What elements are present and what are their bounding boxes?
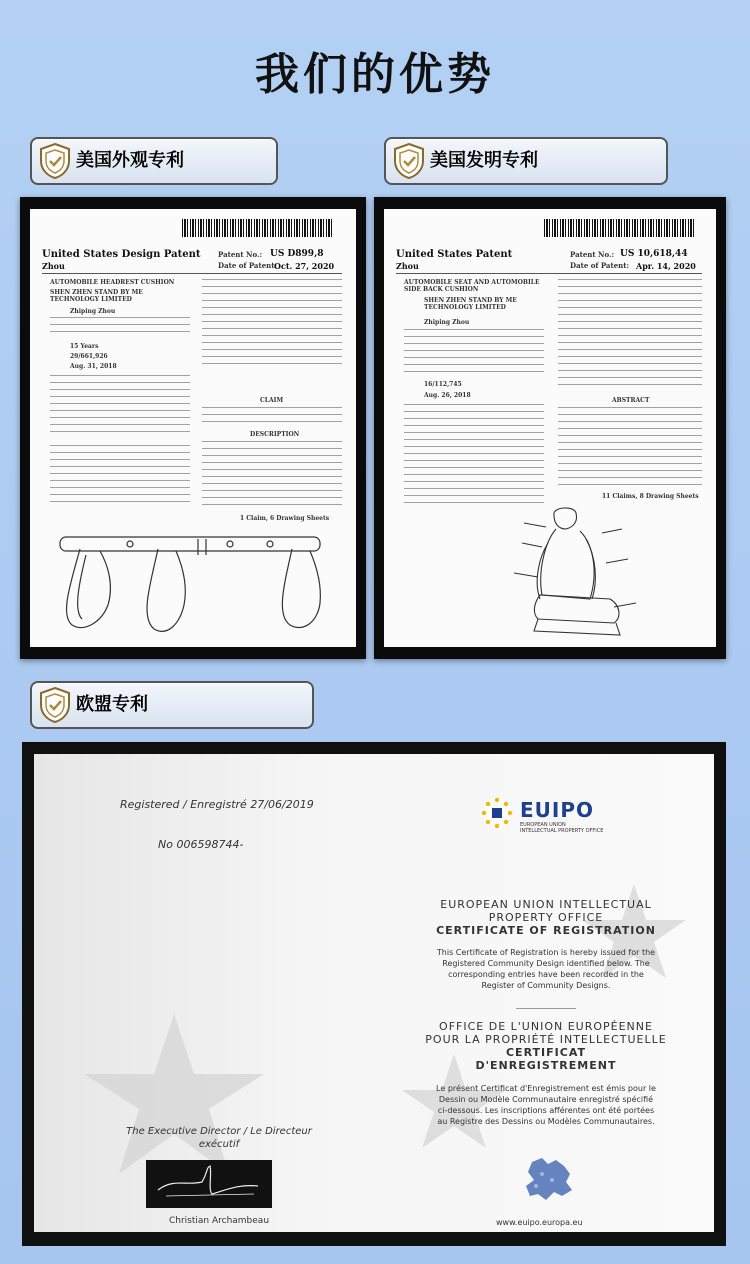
- tag-us-design-patent: [30, 137, 278, 185]
- euipo-logo-sub2: INTELLECTUAL PROPERTY OFFICE: [520, 828, 604, 834]
- car-seat-drawing: [494, 503, 654, 643]
- patent-no-label: Patent No.:: [218, 250, 263, 259]
- patent-number: US 10,618,44: [620, 249, 688, 259]
- filed-date: Aug. 26, 2018: [424, 392, 471, 399]
- barcode: [544, 219, 694, 237]
- inventor: Zhiping Zhou: [424, 319, 470, 326]
- us-invention-patent-document: [374, 197, 726, 659]
- patent-date: Apr. 14, 2020: [636, 261, 696, 271]
- patent-title: United States Design Patent: [42, 249, 201, 260]
- page-heading: 我们的优势: [255, 49, 495, 100]
- english-heading-3: CERTIFICATE OF REGISTRATION: [436, 924, 656, 937]
- application-number: 29/661,926: [70, 353, 108, 360]
- website: www.euipo.europa.eu: [496, 1218, 583, 1227]
- french-body-1: Le présent Certificat d'Enregistrement est émis pour le: [436, 1084, 656, 1093]
- tag-us-invention-patent: [384, 137, 668, 185]
- french-heading-1: OFFICE DE L'UNION EUROPÉENNE: [439, 1020, 653, 1033]
- term: 15 Years: [70, 343, 99, 350]
- headrest-drawing: [30, 525, 356, 643]
- tag-label: 欧盟专利: [76, 694, 148, 715]
- text-block: [558, 279, 702, 389]
- text-block: [50, 445, 190, 505]
- description-heading: DESCRIPTION: [250, 431, 300, 438]
- item-title: AUTOMOBILE SEAT AND AUTOMOBILE SIDE BACK CUSHION: [404, 279, 540, 293]
- date-label: Date of Patent:: [218, 261, 278, 270]
- filed-date: Aug. 31, 2018: [70, 363, 117, 370]
- barcode: [182, 219, 332, 237]
- tag-label: 美国发明专利: [430, 150, 538, 171]
- text-block: [404, 404, 544, 504]
- abstract-heading: ABSTRACT: [612, 397, 650, 404]
- patent-date: Oct. 27, 2020: [274, 261, 335, 271]
- french-body-3: ci-dessous. Les inscriptions afférentes ont été portées: [437, 1106, 655, 1115]
- patent-footer: 1 Claim, 6 Drawing Sheets: [240, 515, 330, 522]
- signature-icon: [146, 1160, 272, 1208]
- patent-sheet: [384, 209, 716, 647]
- director-title-2: exécutif: [198, 1139, 240, 1150]
- applicant: SHEN ZHEN STAND BY ME TECHNOLOGY LIMITED: [424, 297, 517, 311]
- english-body-4: Register of Community Designs.: [481, 981, 611, 990]
- date-label: Date of Patent:: [570, 261, 630, 270]
- patent-inventor-name: Zhou: [42, 261, 65, 271]
- patent-sheet: [30, 209, 356, 647]
- english-body-2: Registered Community Design identified below. The: [442, 959, 650, 968]
- signature-box: [146, 1160, 272, 1208]
- application-number: 16/112,745: [424, 381, 462, 388]
- text-block: [50, 317, 190, 337]
- english-heading-2: PROPERTY OFFICE: [488, 911, 604, 924]
- patent-number: US D899,8: [270, 249, 324, 259]
- euipo-logo-icon: [480, 796, 514, 830]
- text-block: [202, 279, 342, 369]
- patent-inventor-name: Zhou: [396, 261, 419, 271]
- french-heading-3: CERTIFICAT: [505, 1046, 586, 1059]
- item-title: AUTOMOBILE HEADREST CUSHION: [50, 279, 175, 286]
- tag-label: 美国外观专利: [76, 150, 184, 171]
- patent-title: United States Patent: [396, 249, 513, 260]
- claim-heading: CLAIM: [260, 397, 284, 404]
- english-body-1: This Certificate of Registration is hereby issued for the: [436, 948, 656, 957]
- text-block: [50, 375, 190, 435]
- english-heading-1: EUROPEAN UNION INTELLECTUAL: [440, 898, 652, 911]
- patent-no-label: Patent No.:: [570, 250, 615, 259]
- patent-footer: 11 Claims, 8 Drawing Sheets: [602, 493, 699, 500]
- inventor: Zhiping Zhou: [70, 308, 116, 315]
- french-heading-2: POUR LA PROPRIÉTÉ INTELLECTUELLE: [425, 1033, 667, 1046]
- shield-icon: [392, 142, 426, 180]
- french-body-2: Dessin ou Modèle Communautaire enregistré spécifié: [438, 1095, 654, 1104]
- euipo-logo-text: EUIPO: [520, 798, 595, 822]
- french-body-4: au Registre des Dessins ou Modèles Communautaires.: [437, 1117, 655, 1126]
- registered-date: Registered / Enregistré 27/06/2019: [120, 798, 314, 811]
- europe-map-icon: [512, 1152, 584, 1206]
- signatory-name: Christian Archambeau: [168, 1216, 270, 1226]
- english-body-3: corresponding entries have been recorded in the: [448, 970, 644, 979]
- certificate-sheet: [34, 754, 714, 1232]
- euipo-certificate: [22, 742, 726, 1246]
- registration-number: No 006598744-: [158, 838, 244, 851]
- watermark-stars: [34, 754, 714, 1232]
- text-block: [202, 407, 342, 423]
- french-heading-4: D'ENREGISTREMENT: [475, 1059, 617, 1072]
- euipo-logo-sub1: EUROPEAN UNION: [520, 822, 566, 828]
- us-design-patent-document: [20, 197, 366, 659]
- text-block: [202, 441, 342, 511]
- applicant: SHEN ZHEN STAND BY ME TECHNOLOGY LIMITED: [50, 289, 143, 303]
- director-title-1: The Executive Director / Le Directeur: [126, 1126, 312, 1137]
- text-block: [404, 329, 544, 375]
- text-block: [558, 407, 702, 487]
- shield-icon: [38, 142, 72, 180]
- tag-eu-patent: [30, 681, 314, 729]
- shield-icon: [38, 686, 72, 724]
